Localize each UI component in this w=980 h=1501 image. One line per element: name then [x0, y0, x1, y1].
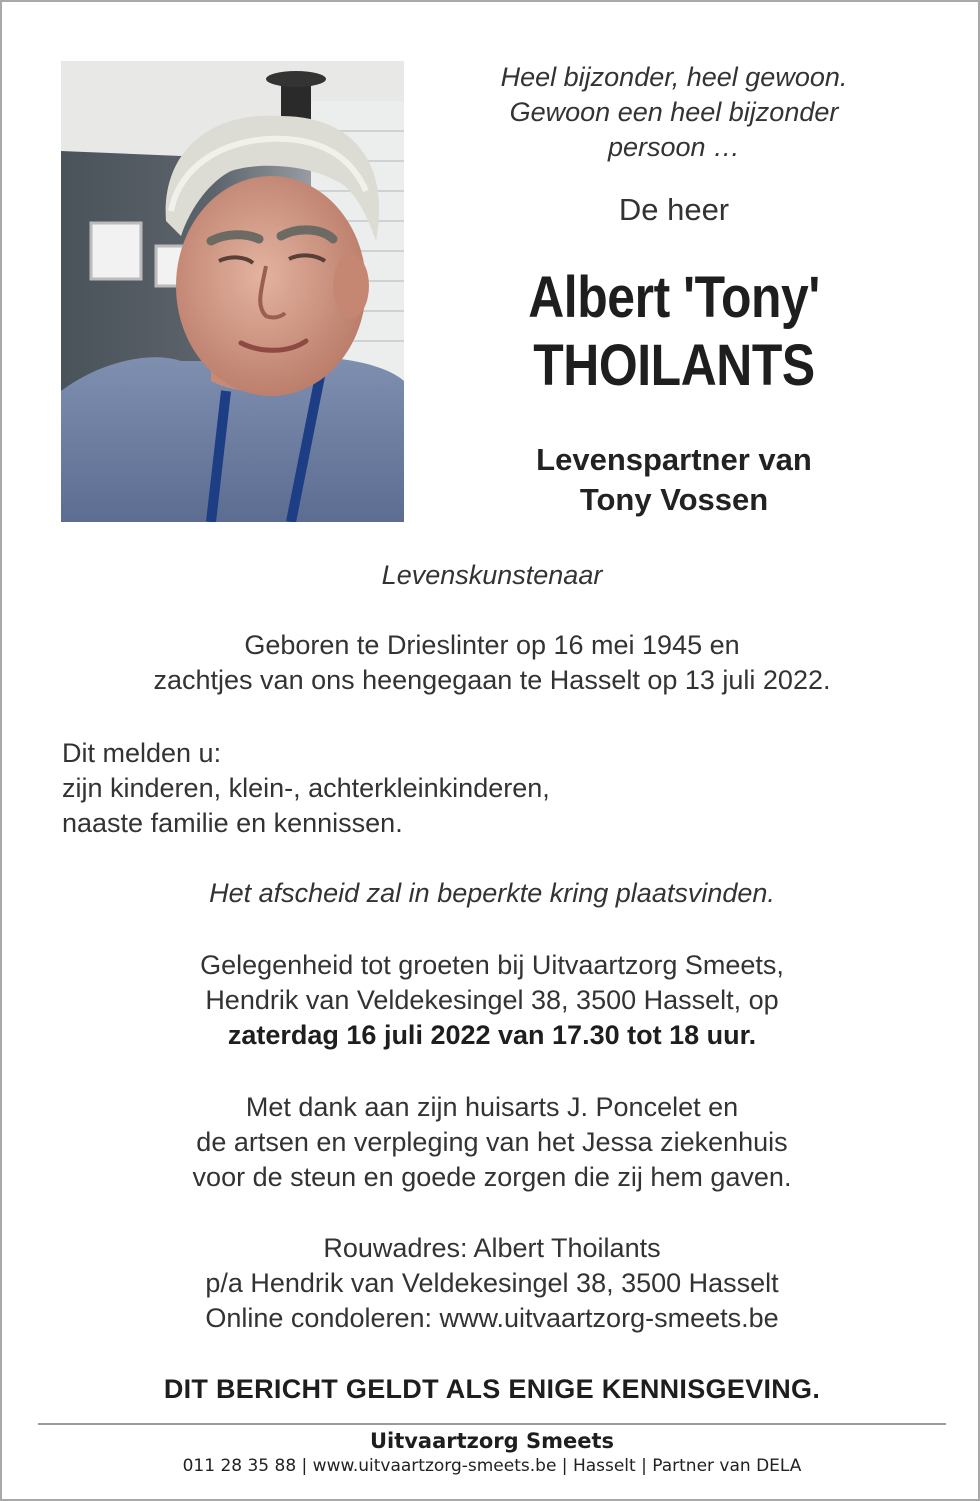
poem-line: Gewoon een heel bijzonder [509, 97, 839, 127]
portrait-illustration [61, 61, 404, 522]
notice-statement: DIT BERICHT GELDT ALS ENIGE KENNISGEVING. [163, 1374, 821, 1404]
text-line: zijn kinderen, klein-, achterkleinkinderen, [62, 773, 550, 803]
birth-death-text [42, 628, 942, 698]
farewell-text: Het afscheid zal in beperkte kring plaatsvinden. [209, 878, 775, 908]
text-line: Hendrik van Veldekesingel 38, 3500 Hasselt, op [205, 985, 779, 1015]
epithet: Levenskunstenaar [381, 560, 603, 590]
deceased-first-name: Albert 'Tony' [528, 265, 820, 330]
text-line: voor de steun en goede zorgen die zij hem gaven. [192, 1162, 792, 1192]
text-line: p/a Hendrik van Veldekesingel 38, 3500 Hasselt [205, 1268, 779, 1298]
text-line: Gelegenheid tot groeten bij Uitvaartzorg Smeets, [200, 950, 784, 980]
partner-label: Levenspartner van [536, 442, 812, 477]
thanks-text [42, 1090, 942, 1195]
footer-divider [38, 1423, 946, 1425]
deceased-last-name: THOILANTS [533, 333, 815, 398]
portrait-photo [61, 61, 404, 522]
visitation-text [42, 948, 942, 1053]
text-line: de artsen en verpleging van het Jessa ziekenhuis [196, 1127, 788, 1157]
poem [434, 60, 914, 165]
honorific: De heer [618, 192, 730, 227]
condolence-link[interactable]: Online condoleren: www.uitvaartzorg-smeets.be [205, 1303, 779, 1333]
text-line: Dit melden u: [62, 738, 222, 768]
text-line: Geboren te Drieslinter op 16 mei 1945 en [244, 630, 740, 660]
funeral-home-name: Uitvaartzorg Smeets [369, 1429, 615, 1453]
partner-name: Tony Vossen [579, 482, 769, 517]
deceased-name [468, 264, 881, 400]
mourning-address [42, 1231, 942, 1336]
text-line: naaste familie en kennissen. [62, 808, 403, 838]
visitation-datetime: zaterdag 16 juli 2022 van 17.30 tot 18 uur. [227, 1020, 757, 1050]
text-line: zachtjes van ons heengegaan te Hasselt op 13 juli 2022. [153, 665, 831, 695]
poem-line: Heel bijzonder, heel gewoon. [500, 62, 848, 92]
poem-line: persoon … [607, 132, 741, 162]
text-line: Met dank aan zijn huisarts J. Poncelet en [245, 1092, 739, 1122]
announcers-text [62, 736, 922, 841]
text-line: Rouwadres: Albert Thoilants [323, 1233, 661, 1263]
funeral-home-info: 011 28 35 88 | www.uitvaartzorg-smeets.be | Hasselt | Partner van DELA [182, 1456, 802, 1476]
partner-info [434, 440, 914, 520]
